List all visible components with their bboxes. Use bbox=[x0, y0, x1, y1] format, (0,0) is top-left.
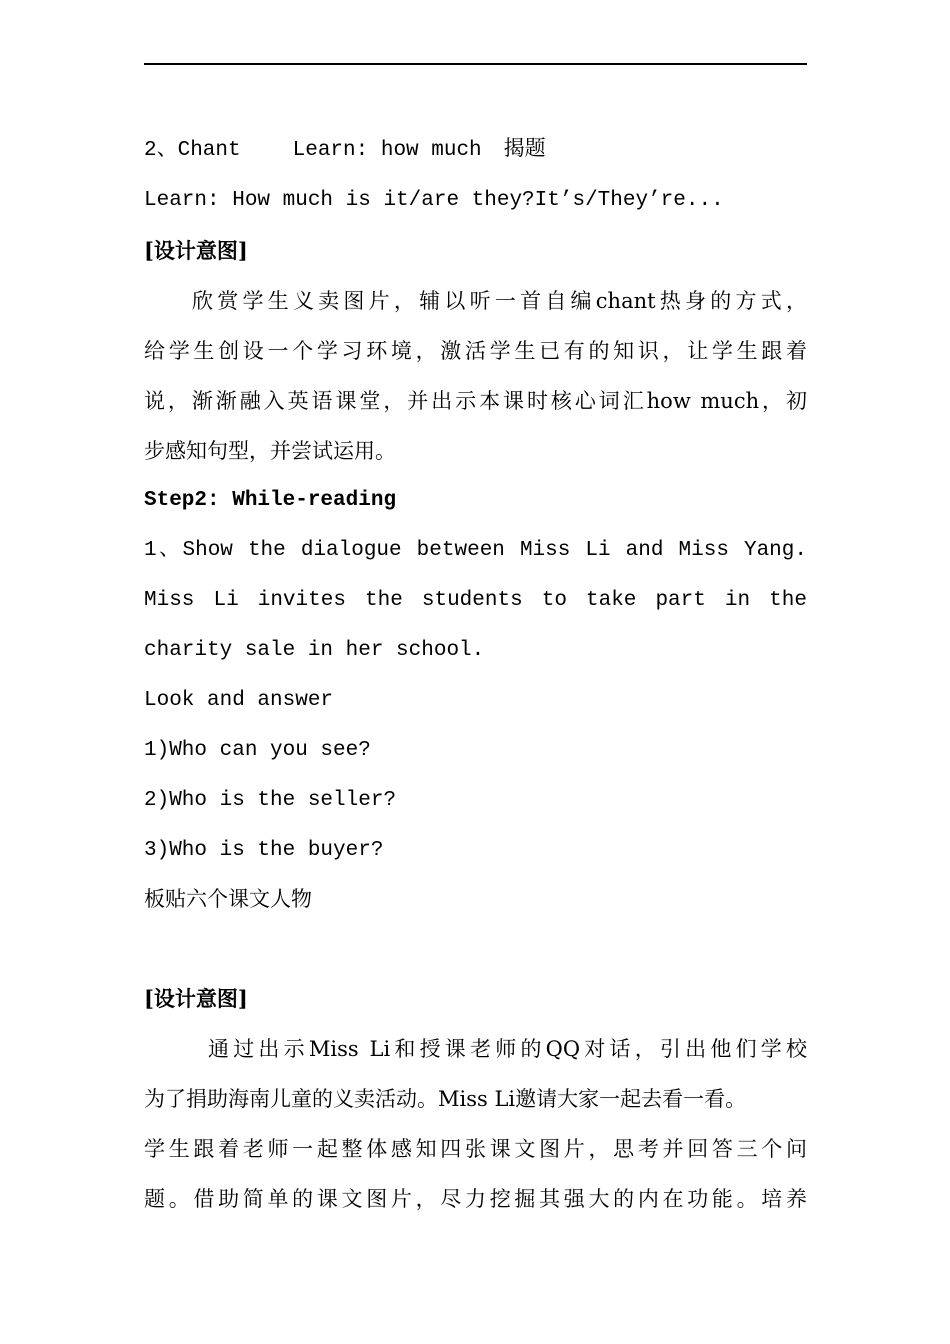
learn-sentence: Learn: How much is it/are they?It’s/They’re... bbox=[144, 189, 724, 212]
look-answer: Look and answer bbox=[144, 689, 334, 712]
header-rule bbox=[144, 63, 807, 65]
design-heading-2: [设计意图] bbox=[144, 986, 248, 1011]
show-dialogue-line: Miss Li invites the students to take part in the bbox=[144, 589, 807, 612]
question-item: 2)Who is the seller? bbox=[144, 789, 397, 812]
chant-line bbox=[144, 136, 807, 166]
design-para-1-line: 说，渐渐融入英语课堂，并出示本课时核心词汇how much，初 bbox=[144, 389, 807, 413]
step2-heading: Step2: While-reading bbox=[144, 489, 397, 512]
design-para-2-line: 通过出示Miss Li和授课老师的QQ对话，引出他们学校 bbox=[208, 1037, 807, 1061]
design-para-1-line: 欣赏学生义卖图片，辅以听一首自编chant热身的方式， bbox=[192, 289, 807, 313]
design-para-2-line: 为了捐助海南儿童的义卖活动。Miss Li邀请大家一起去看一看。 bbox=[144, 1087, 747, 1111]
design-para-1-line: 给学生创设一个学习环境，激活学生已有的知识，让学生跟着 bbox=[144, 339, 807, 363]
chant-learn: Learn: how much bbox=[292, 139, 482, 162]
show-dialogue-line: charity sale in her school. bbox=[144, 639, 485, 662]
question-item: 3)Who is the buyer? bbox=[144, 839, 384, 862]
chant-number: 2、Chant bbox=[144, 139, 241, 162]
design-para-1-line: 步感知句型，并尝试运用。 bbox=[144, 439, 396, 463]
board-note: 板贴六个课文人物 bbox=[144, 887, 312, 911]
design-heading-1: [设计意图] bbox=[144, 238, 248, 263]
design-para-2-line: 题。借助简单的课文图片，尽力挖掘其强大的内在功能。培养 bbox=[144, 1187, 807, 1211]
design-para-2-line: 学生跟着老师一起整体感知四张课文图片，思考并回答三个问 bbox=[144, 1137, 807, 1161]
question-item: 1)Who can you see? bbox=[144, 739, 371, 762]
chant-topic: 揭题 bbox=[503, 139, 546, 162]
show-dialogue-line: 1、Show the dialogue between Miss Li and Miss Yang. bbox=[144, 539, 807, 562]
